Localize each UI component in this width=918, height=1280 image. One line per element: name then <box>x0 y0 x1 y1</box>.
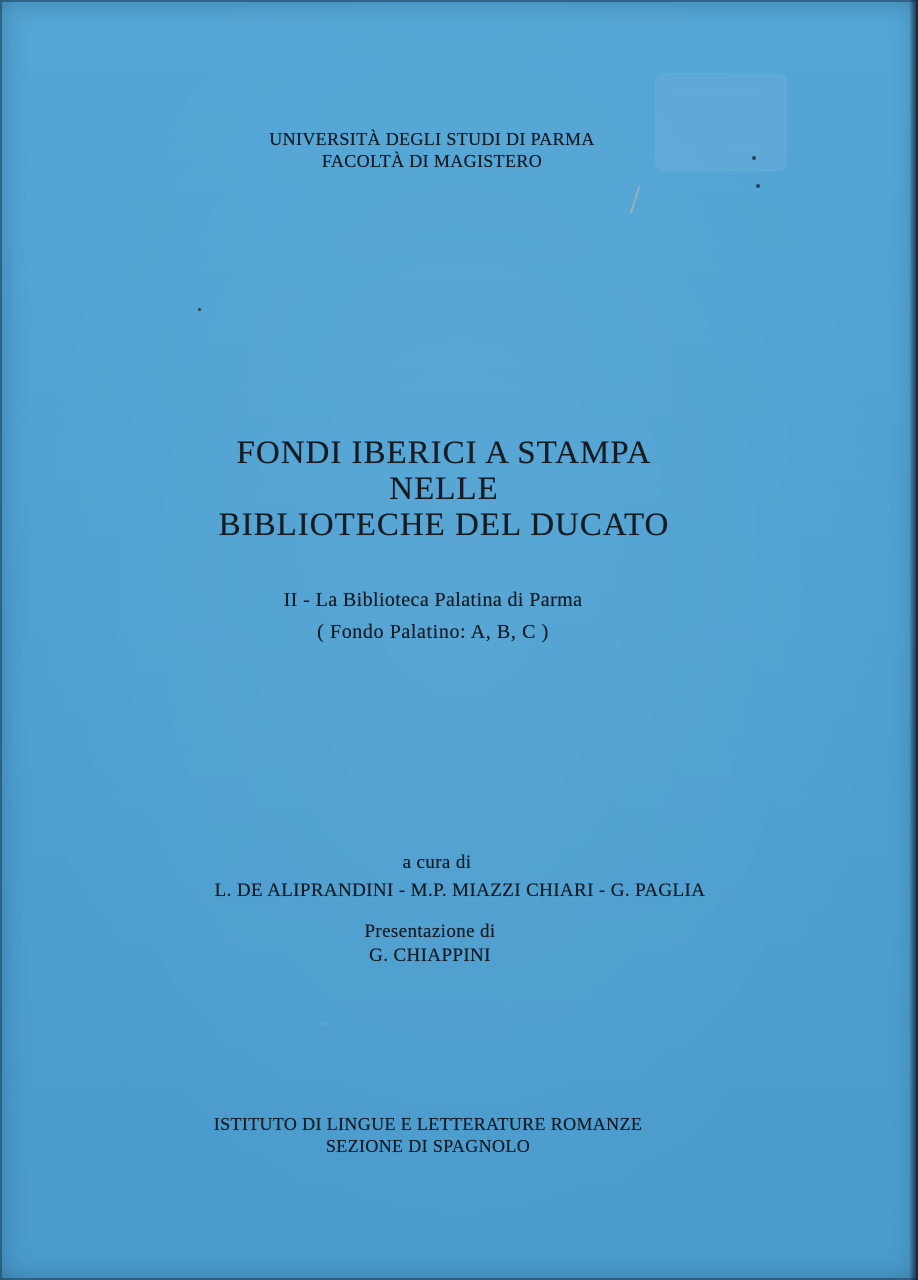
subtitle-fondo: ( Fondo Palatino: A, B, C ) <box>317 621 549 643</box>
ink-speck <box>756 184 760 188</box>
section-name: SEZIONE DI SPAGNOLO <box>325 1136 531 1156</box>
title-line-3: BIBLIOTECHE DEL DUCATO <box>218 507 670 543</box>
university-name: UNIVERSITÀ DEGLI STUDI DI PARMA <box>269 129 595 149</box>
title-line-1: FONDI IBERICI A STAMPA <box>236 435 652 471</box>
editors-names: L. DE ALIPRANDINI - M.P. MIAZZI CHIARI - G. PAGLIA <box>214 880 706 901</box>
paper-mark <box>322 1022 328 1026</box>
faculty-name: FACOLTÀ DI MAGISTERO <box>321 151 543 171</box>
cover-edge-shadow <box>910 0 918 1280</box>
cover-scratch <box>630 186 641 213</box>
institute-name: ISTITUTO DI LINGUE E LETTERATURE ROMANZE <box>213 1114 643 1134</box>
title-line-2: NELLE <box>389 471 499 507</box>
subtitle-volume: II - La Biblioteca Palatina di Parma <box>283 589 583 611</box>
ink-speck <box>198 308 201 311</box>
presenter-name: G. CHIAPPINI <box>369 945 491 966</box>
presentation-label: Presentazione di <box>364 921 496 942</box>
edited-by-label: a cura di <box>402 852 472 873</box>
